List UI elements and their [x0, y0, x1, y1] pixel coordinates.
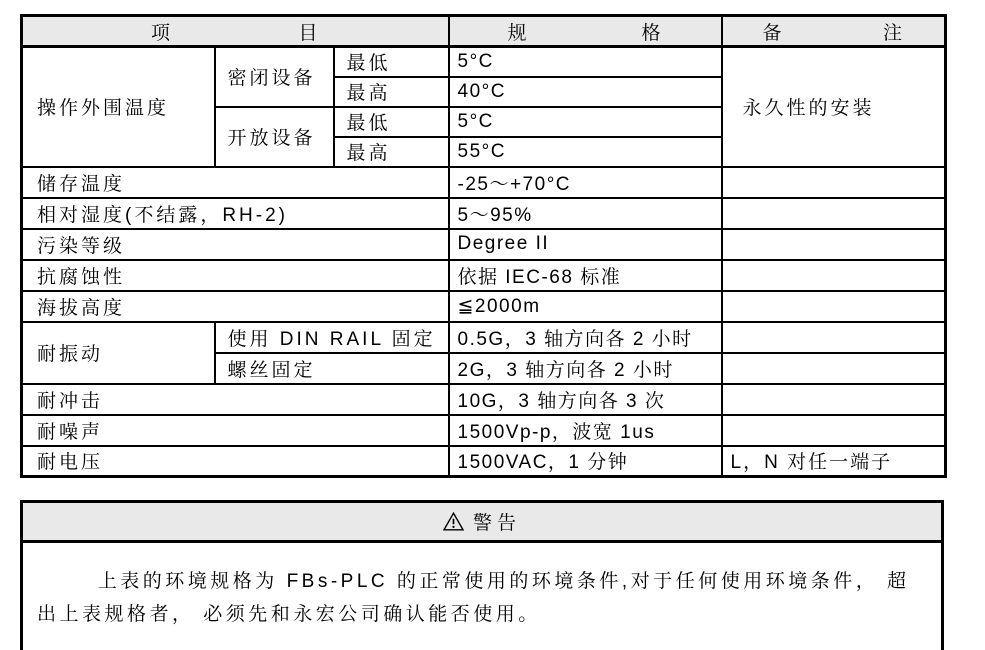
din-rail-label: 使用 DIN RAIL 固定 — [215, 322, 449, 353]
row-label: 耐电压 — [22, 446, 449, 477]
vibration-group-label: 耐振动 — [22, 322, 215, 384]
shock-row — [22, 384, 946, 415]
storage-temp-row — [22, 167, 946, 198]
humidity-row — [22, 198, 946, 229]
screw-fix-label: 螺丝固定 — [215, 353, 449, 384]
open-min-value: 5°C — [449, 107, 722, 137]
row-label: 储存温度 — [22, 167, 449, 198]
spec-value: 依据 IEC-68 标准 — [449, 260, 722, 291]
temp-enclosed-min-row — [22, 47, 946, 77]
remark-empty-cell — [722, 353, 946, 384]
temp-group-label: 操作外围温度 — [22, 47, 215, 167]
remark-value — [722, 291, 946, 322]
noise-row — [22, 415, 946, 446]
enclosed-min-label: 最低 — [334, 47, 449, 77]
vibration-din-row — [22, 322, 946, 353]
open-equipment-label: 开放设备 — [215, 107, 334, 167]
enclosed-max-value: 40°C — [449, 77, 722, 107]
temp-remark: 永久性的安装 — [722, 47, 946, 167]
remark-value: L，N 对任一端子 — [722, 446, 946, 477]
spec-value: 2G，3 轴方向各 2 小时 — [449, 353, 722, 384]
remark-value — [722, 260, 946, 291]
warning-text: 上表的环境规格为 FBs-PLC 的正常使用的环境条件,对于任何使用环境条件， 超出上表规格者， 必须先和永宏公司确认能否使用。 — [37, 571, 910, 625]
header-spec: 规格 — [449, 16, 722, 47]
remark-value — [722, 229, 946, 260]
spec-value: 5～95% — [449, 198, 722, 229]
spec-value: 10G，3 轴方向各 3 次 — [449, 384, 722, 415]
remark-empty-cell — [722, 322, 946, 353]
spec-value: 0.5G，3 轴方向各 2 小时 — [449, 322, 722, 353]
row-label: 海拔高度 — [22, 291, 449, 322]
spec-table — [20, 14, 947, 478]
open-max-label: 最高 — [334, 137, 449, 167]
remark-value — [722, 415, 946, 446]
remark-value — [722, 167, 946, 198]
warning-header — [23, 503, 941, 543]
warning-triangle-icon — [443, 512, 464, 531]
warning-box — [20, 500, 944, 650]
row-label: 耐冲击 — [22, 384, 449, 415]
corrosion-row — [22, 260, 946, 291]
spec-value: Degree II — [449, 229, 722, 260]
row-label: 耐噪声 — [22, 415, 449, 446]
enclosed-min-value: 5°C — [449, 47, 722, 77]
spec-value: ≦2000m — [449, 291, 722, 322]
enclosed-max-label: 最高 — [334, 77, 449, 107]
open-max-value: 55°C — [449, 137, 722, 167]
row-label: 相对湿度(不结露，RH-2) — [22, 198, 449, 229]
row-label: 抗腐蚀性 — [22, 260, 449, 291]
header-remark: 备注 — [722, 16, 946, 47]
enclosed-equipment-label: 密闭设备 — [215, 47, 334, 107]
altitude-row — [22, 291, 946, 322]
voltage-row — [22, 446, 946, 477]
warning-title: 警告 — [472, 513, 521, 534]
row-label: 污染等级 — [22, 229, 449, 260]
remark-value — [722, 198, 946, 229]
remark-value — [722, 384, 946, 415]
spec-value: 1500Vp-p，波宽 1us — [449, 415, 722, 446]
spec-value: -25～+70°C — [449, 167, 722, 198]
spec-value: 1500VAC，1 分钟 — [449, 446, 722, 477]
pollution-row — [22, 229, 946, 260]
header-row — [22, 16, 946, 47]
header-item: 项目 — [22, 16, 449, 47]
open-min-label: 最低 — [334, 107, 449, 137]
